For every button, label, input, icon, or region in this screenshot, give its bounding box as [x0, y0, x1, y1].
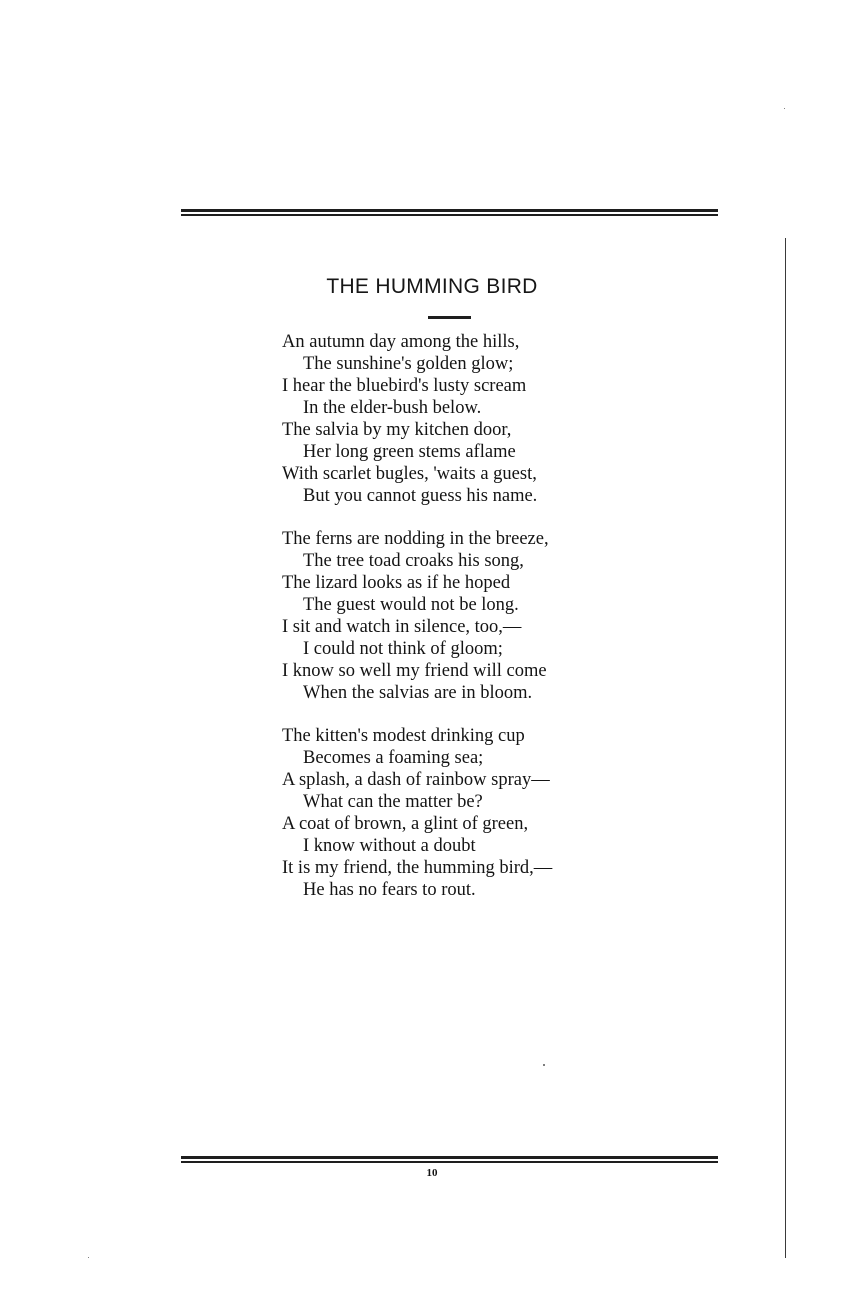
poem-line: I know so well my friend will come: [282, 661, 547, 681]
scan-speck: [88, 1257, 89, 1258]
bottom-double-rule: [181, 1156, 718, 1163]
poem-line: What can the matter be?: [303, 792, 483, 812]
poem-line: A coat of brown, a glint of green,: [282, 814, 529, 834]
stanza-3: [282, 725, 642, 901]
page-edge-line: [785, 238, 786, 1258]
poem-line: The ferns are nodding in the breeze,: [282, 529, 549, 549]
poem-line: But you cannot guess his name.: [303, 486, 538, 506]
poem-line: I hear the bluebird's lusty scream: [282, 376, 527, 396]
poem-line: The salvia by my kitchen door,: [282, 420, 512, 440]
title-underline-dash: [428, 316, 471, 319]
poem-line: I know without a doubt: [303, 836, 476, 856]
poem-line: In the elder-bush below.: [303, 398, 482, 418]
poem-line: The tree toad croaks his song,: [303, 551, 524, 571]
poem-line: He has no fears to rout.: [303, 880, 476, 900]
poem-line: An autumn day among the hills,: [282, 332, 520, 352]
poem-title: THE HUMMING BIRD: [326, 275, 538, 298]
poem-line: The guest would not be long.: [303, 595, 519, 615]
scan-speck: [784, 108, 785, 109]
poem-line: Becomes a foaming sea;: [303, 748, 484, 768]
poem-line: Her long green stems aflame: [303, 442, 516, 462]
stanza-2: [282, 528, 642, 704]
top-double-rule: [181, 209, 718, 216]
poem-body: [282, 331, 642, 922]
poem-line: It is my friend, the humming bird,—: [282, 858, 553, 878]
poem-line: The lizard looks as if he hoped: [282, 573, 511, 593]
scan-speck: [543, 1064, 545, 1066]
poem-line: With scarlet bugles, 'waits a guest,: [282, 464, 537, 484]
page-number: 10: [426, 1167, 438, 1179]
poem-line: A splash, a dash of rainbow spray—: [282, 770, 550, 790]
poem-line: The kitten's modest drinking cup: [282, 726, 525, 746]
poem-line: I sit and watch in silence, too,—: [282, 617, 522, 637]
poem-line: I could not think of gloom;: [303, 639, 503, 659]
poem-line: The sunshine's golden glow;: [303, 354, 514, 374]
stanza-1: [282, 331, 642, 507]
poem-line: When the salvias are in bloom.: [303, 683, 533, 703]
